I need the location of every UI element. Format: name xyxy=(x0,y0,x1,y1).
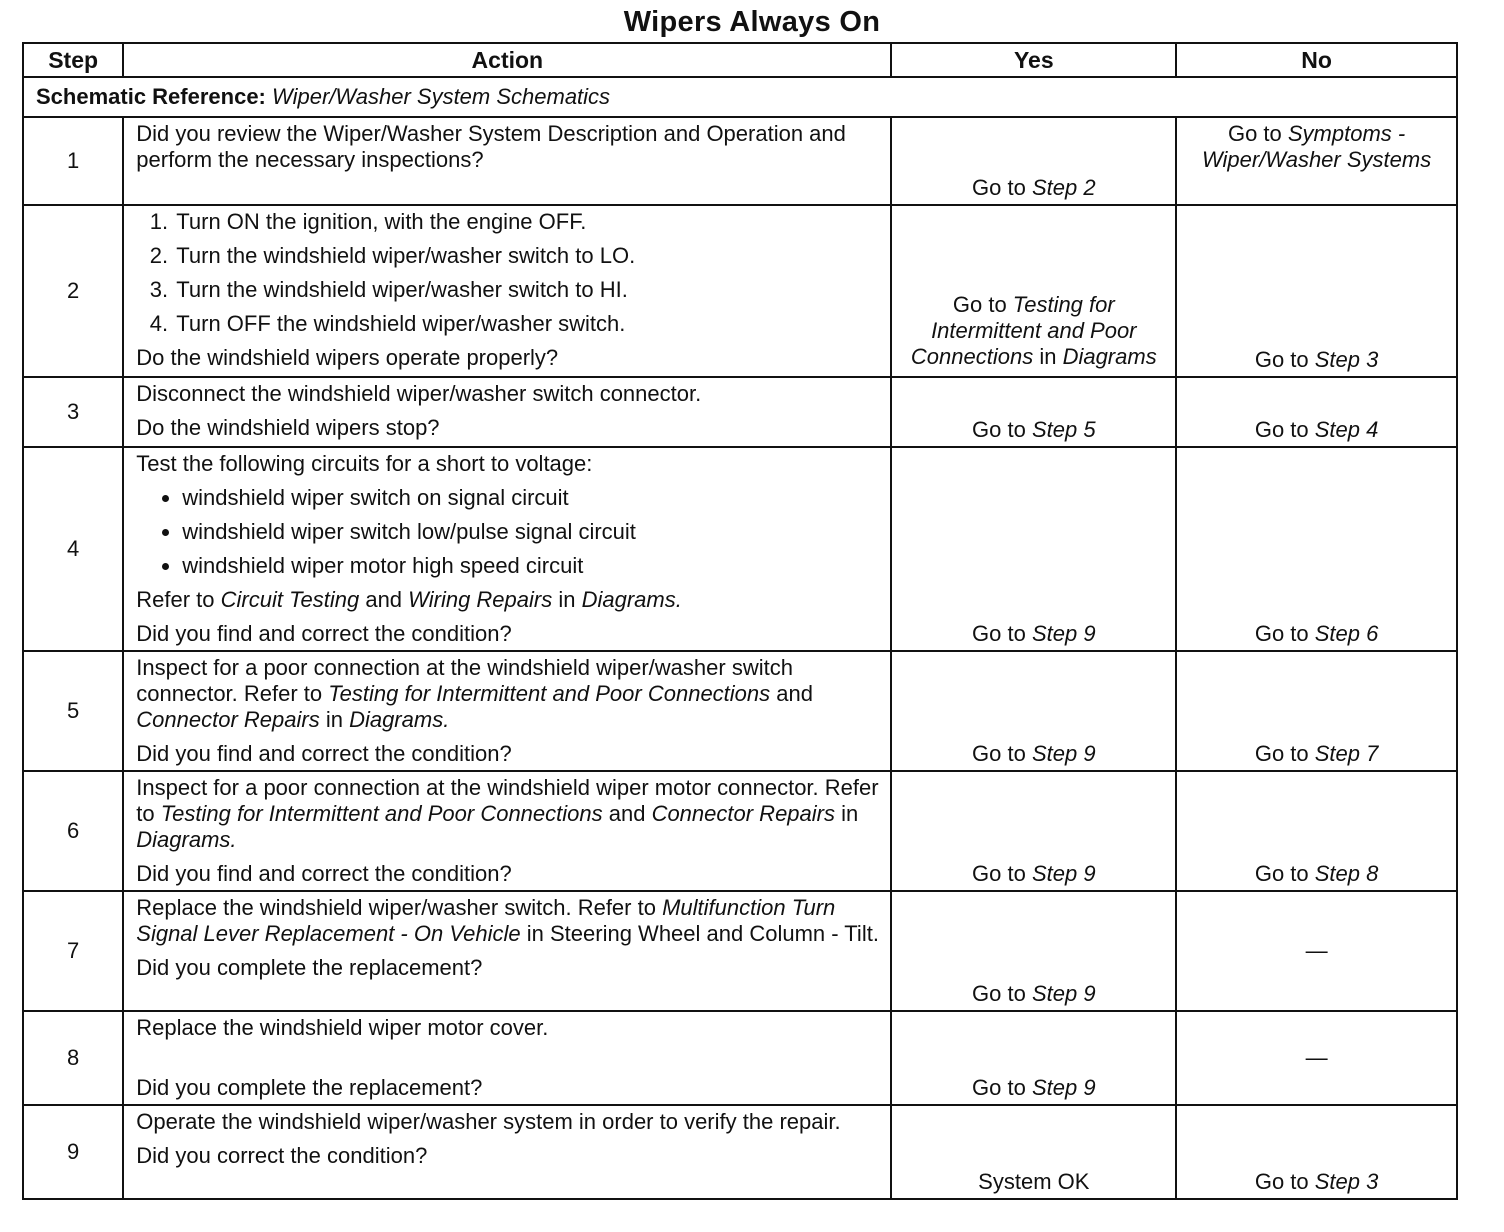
step-number: 8 xyxy=(23,1011,123,1105)
schematic-reference-row xyxy=(23,77,1457,117)
action-cell xyxy=(123,651,891,771)
yes-cell xyxy=(891,1011,1176,1105)
action-cell xyxy=(123,205,891,377)
action-question: Did you find and correct the condition? xyxy=(136,741,512,766)
yes-cell xyxy=(891,651,1176,771)
action-in: in Steering Wheel and Column - Tilt. xyxy=(520,921,879,946)
action-link-connector-repairs[interactable]: Connector Repairs xyxy=(651,801,835,826)
no-prefix: Go to xyxy=(1254,621,1315,646)
yes-mid: in xyxy=(1033,344,1063,369)
action-link-diagrams[interactable]: Diagrams. xyxy=(349,707,450,732)
refer-text xyxy=(136,587,882,613)
action-text xyxy=(136,895,882,947)
no-cell xyxy=(1176,447,1457,651)
diagnostic-table xyxy=(22,42,1458,1200)
no-prefix: Go to xyxy=(1254,861,1315,886)
no-link[interactable]: Step 8 xyxy=(1314,861,1379,886)
yes-prefix: Go to xyxy=(972,417,1032,442)
refer-prefix: Refer to xyxy=(136,587,221,612)
step-number: 3 xyxy=(23,377,123,447)
refer-link-wiring-repairs[interactable]: Wiring Repairs xyxy=(408,587,553,612)
header-action: Action xyxy=(123,43,891,77)
action-steps-list xyxy=(140,209,882,337)
action-text: Disconnect the windshield wiper/washer switch connector. xyxy=(136,381,702,406)
yes-prefix: Go to xyxy=(972,741,1032,766)
action-text: Did you review the Wiper/Washer System Description and Operation and perform the necessary inspections? xyxy=(136,121,846,172)
yes-cell xyxy=(891,771,1176,891)
action-link-testing[interactable]: Testing for Intermittent and Poor Connections xyxy=(160,801,603,826)
no-cell xyxy=(1176,1105,1457,1199)
yes-cell xyxy=(891,117,1176,205)
action-text: Replace the windshield wiper motor cover. xyxy=(136,1015,549,1040)
action-link-diagrams[interactable]: Diagrams. xyxy=(136,827,237,852)
action-link-connector-repairs[interactable]: Connector Repairs xyxy=(136,707,320,732)
no-prefix: Go to xyxy=(1254,417,1315,442)
action-prefix: Inspect for a poor connection at the windshield wiper/washer switch connector. Refer to xyxy=(136,655,793,706)
yes-link[interactable]: Step 9 xyxy=(1031,981,1096,1006)
action-and: and xyxy=(770,681,813,706)
table-row xyxy=(23,651,1457,771)
action-cell xyxy=(123,1105,891,1199)
action-cell xyxy=(123,891,891,1011)
no-cell: — xyxy=(1176,1011,1457,1105)
page-title: Wipers Always On xyxy=(623,6,881,38)
refer-link-circuit-testing[interactable]: Circuit Testing xyxy=(220,587,360,612)
action-prefix: Inspect for a poor connection at the windshield wiper motor connector. Refer to xyxy=(136,775,879,826)
no-prefix: Go to xyxy=(1227,121,1288,146)
yes-cell xyxy=(891,205,1176,377)
action-in: in xyxy=(835,801,859,826)
refer-and: and xyxy=(359,587,409,612)
action-question: Do the windshield wipers operate properly? xyxy=(136,345,559,370)
table-row xyxy=(23,205,1457,377)
action-text: Test the following circuits for a short to voltage: xyxy=(136,451,593,476)
no-link[interactable]: Symptoms - Wiper/Washer Systems xyxy=(1201,121,1432,172)
no-cell xyxy=(1176,117,1457,205)
action-question: Do the windshield wipers stop? xyxy=(136,415,440,440)
table-row xyxy=(23,447,1457,651)
circuit-list xyxy=(136,485,882,579)
step-number: 5 xyxy=(23,651,123,771)
header-yes: Yes xyxy=(891,43,1176,77)
no-cell xyxy=(1176,771,1457,891)
action-link-multifunction[interactable]: Multifunction Turn Signal Lever Replacement - On Vehicle xyxy=(136,895,836,946)
no-prefix: Go to xyxy=(1254,1169,1315,1194)
no-link[interactable]: Step 7 xyxy=(1314,741,1379,766)
list-item: 2. Turn the windshield wiper/washer switch to LO. xyxy=(174,243,882,269)
no-link[interactable]: Step 3 xyxy=(1314,347,1379,372)
no-cell: — xyxy=(1176,891,1457,1011)
table-row xyxy=(23,377,1457,447)
step-number: 1 xyxy=(23,117,123,205)
yes-prefix: Go to xyxy=(952,292,1013,317)
yes-link-2[interactable]: Diagrams xyxy=(1062,344,1157,369)
action-text: Operate the windshield wiper/washer system in order to verify the repair. xyxy=(136,1109,841,1134)
yes-prefix: Go to xyxy=(972,1075,1032,1100)
action-cell xyxy=(123,117,891,205)
yes-link[interactable]: Step 9 xyxy=(1031,1075,1096,1100)
action-question: Did you find and correct the condition? xyxy=(136,621,512,646)
action-in: in xyxy=(319,707,350,732)
header-step: Step xyxy=(23,43,123,77)
no-cell xyxy=(1176,377,1457,447)
yes-cell xyxy=(891,447,1176,651)
action-question: Did you complete the replacement? xyxy=(136,1075,483,1100)
action-and: and xyxy=(602,801,652,826)
yes-link[interactable]: Testing for Intermittent and Poor Connections xyxy=(910,292,1137,369)
yes-prefix: Go to xyxy=(972,981,1032,1006)
no-link[interactable]: Step 6 xyxy=(1314,621,1379,646)
table-header-row xyxy=(23,43,1457,77)
action-question: Did you correct the condition? xyxy=(136,1143,428,1168)
list-item: 4. Turn OFF the windshield wiper/washer switch. xyxy=(174,311,882,337)
yes-cell: System OK xyxy=(891,1105,1176,1199)
action-prefix: Replace the windshield wiper/washer switch. Refer to xyxy=(136,895,663,920)
action-cell xyxy=(123,1011,891,1105)
yes-cell xyxy=(891,891,1176,1011)
list-item: 1. Turn ON the ignition, with the engine OFF. xyxy=(174,209,882,235)
table-row xyxy=(23,891,1457,1011)
action-text xyxy=(136,775,882,853)
no-link[interactable]: Step 3 xyxy=(1314,1169,1379,1194)
step-number: 9 xyxy=(23,1105,123,1199)
yes-link[interactable]: Step 9 xyxy=(1031,861,1096,886)
table-row xyxy=(23,117,1457,205)
yes-cell xyxy=(891,377,1176,447)
action-cell xyxy=(123,771,891,891)
table-row xyxy=(23,1105,1457,1199)
list-item: • windshield wiper switch low/pulse signal circuit xyxy=(182,519,882,545)
action-cell xyxy=(123,377,891,447)
yes-link[interactable]: Step 5 xyxy=(1031,417,1096,442)
schematic-reference-link[interactable]: Wiper/Washer System Schematics xyxy=(272,84,611,109)
schematic-reference xyxy=(23,77,1457,117)
no-cell xyxy=(1176,651,1457,771)
action-link-testing[interactable]: Testing for Intermittent and Poor Connections xyxy=(328,681,771,706)
action-question: Did you find and correct the condition? xyxy=(136,861,512,886)
action-question: Did you complete the replacement? xyxy=(136,955,483,980)
header-no: No xyxy=(1176,43,1457,77)
no-cell xyxy=(1176,205,1457,377)
table-row xyxy=(23,1011,1457,1105)
list-item: 3. Turn the windshield wiper/washer switch to HI. xyxy=(174,277,882,303)
yes-prefix: Go to xyxy=(972,621,1032,646)
yes-prefix: Go to xyxy=(972,861,1032,886)
yes-prefix: Go to xyxy=(972,175,1032,200)
no-link[interactable]: Step 4 xyxy=(1314,417,1379,442)
refer-in: in xyxy=(552,587,582,612)
table-row xyxy=(23,771,1457,891)
list-item: • windshield wiper switch on signal circuit xyxy=(182,485,882,511)
yes-link[interactable]: Step 2 xyxy=(1031,175,1096,200)
refer-link-diagrams[interactable]: Diagrams. xyxy=(581,587,682,612)
action-text xyxy=(136,655,882,733)
yes-link[interactable]: Step 9 xyxy=(1031,741,1096,766)
step-number: 4 xyxy=(23,447,123,651)
action-cell xyxy=(123,447,891,651)
step-number: 7 xyxy=(23,891,123,1011)
step-number: 2 xyxy=(23,205,123,377)
schematic-reference-label: Schematic Reference: xyxy=(36,84,266,109)
list-item: • windshield wiper motor high speed circuit xyxy=(182,553,882,579)
yes-link[interactable]: Step 9 xyxy=(1031,621,1096,646)
no-prefix: Go to xyxy=(1254,347,1315,372)
no-prefix: Go to xyxy=(1254,741,1315,766)
step-number: 6 xyxy=(23,771,123,891)
